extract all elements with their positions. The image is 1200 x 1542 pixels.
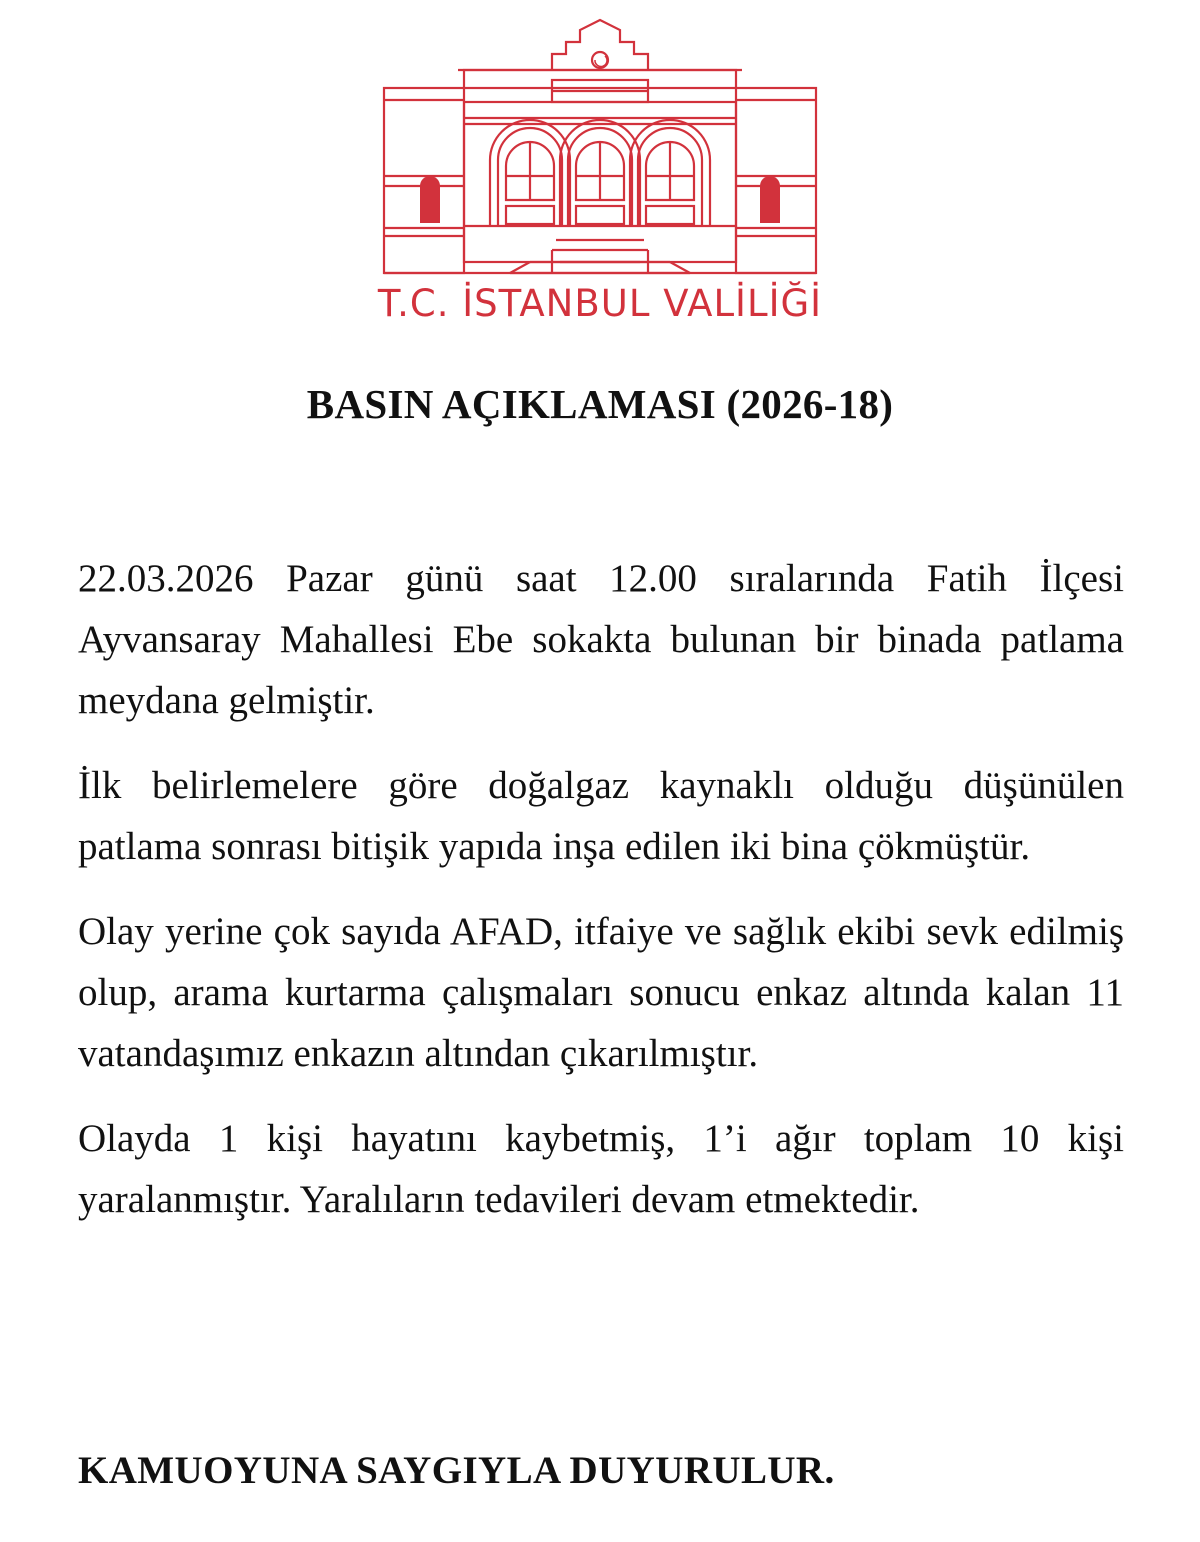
closing-statement: KAMUOYUNA SAYGIYLA DUYURULUR. bbox=[78, 1449, 835, 1492]
paragraph-1: 22.03.2026 Pazar günü saat 12.00 sıralarında Fatih İlçesi Ayvansaray Mahallesi Ebe sokakta bulunan bir binada patlama meydana gelmiştir. bbox=[78, 557, 1124, 722]
document-title: BASIN AÇIKLAMASI (2026-18) bbox=[306, 381, 894, 427]
paragraph-2: İlk belirlemelere göre doğalgaz kaynaklı olduğu düşünülen patlama sonrası bitişik yapıda inşa edilen iki bina çökmüştür. bbox=[78, 764, 1124, 868]
paragraph-4: Olayda 1 kişi hayatını kaybetmiş, 1’i ağır toplam 10 kişi yaralanmıştır. Yaralıların tedavileri devam etmektedir. bbox=[78, 1117, 1124, 1221]
document-body bbox=[78, 548, 1124, 1254]
org-name: T.C. İSTANBUL VALİLİĞİ bbox=[377, 282, 823, 325]
governorship-building-logo bbox=[380, 18, 820, 278]
paragraph-3: Olay yerine çok sayıda AFAD, itfaiye ve sağlık ekibi sevk edilmiş olup, arama kurtarma çalışmaları sonucu enkaz altında kalan 11 vatandaşımız enkazın altından çıkarılmıştır. bbox=[78, 910, 1124, 1075]
